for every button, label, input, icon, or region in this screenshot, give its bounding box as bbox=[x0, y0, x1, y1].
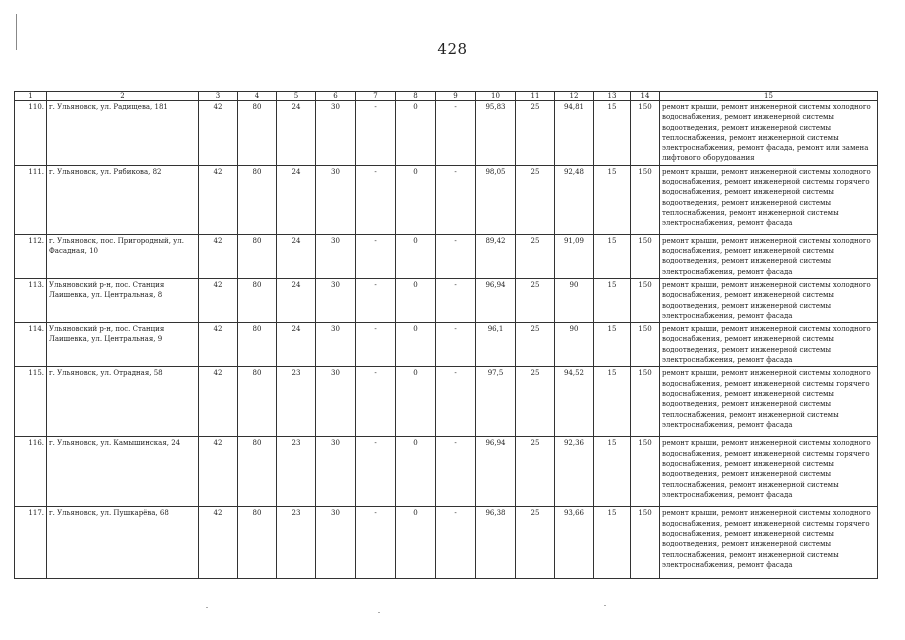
cell: 24 bbox=[277, 234, 316, 278]
scan-speck bbox=[378, 612, 380, 613]
cell: 42 bbox=[199, 323, 238, 367]
col-header-9: 9 bbox=[436, 92, 476, 101]
cell: 0 bbox=[396, 278, 436, 322]
cell: 0 bbox=[396, 234, 436, 278]
cell: - bbox=[436, 234, 476, 278]
cell: 92,36 bbox=[555, 437, 594, 507]
cell: 15 bbox=[594, 367, 631, 437]
col-header-2: 2 bbox=[47, 92, 199, 101]
row-number: 112. bbox=[15, 234, 47, 278]
cell: 42 bbox=[199, 437, 238, 507]
cell: 96,38 bbox=[476, 507, 516, 579]
cell: 96,94 bbox=[476, 278, 516, 322]
works-cell: ремонт крыши, ремонт инженерной системы холодного водоснабжения, ремонт инженерной системы водоотведения, ремонт инженерной системы электроснабжения, ремонт фасада bbox=[660, 323, 878, 367]
table-row bbox=[15, 507, 878, 579]
table-row bbox=[15, 367, 878, 437]
cell: 30 bbox=[316, 323, 356, 367]
address-cell: г. Ульяновск, ул. Радищева, 181 bbox=[47, 101, 199, 166]
cell: 96,1 bbox=[476, 323, 516, 367]
table-row bbox=[15, 234, 878, 278]
cell: 0 bbox=[396, 165, 436, 234]
cell: 150 bbox=[631, 367, 660, 437]
capital-repair-table bbox=[14, 91, 878, 579]
cell: 24 bbox=[277, 165, 316, 234]
row-number: 111. bbox=[15, 165, 47, 234]
works-cell: ремонт крыши, ремонт инженерной системы холодного водоснабжения, ремонт инженерной системы водоотведения, ремонт инженерной системы теплоснабжения, ремонт инженерной системы электроснабжения, ремонт фасада, ремонт или замена лифтового оборудования bbox=[660, 101, 878, 166]
cell: - bbox=[436, 437, 476, 507]
cell: 25 bbox=[516, 323, 555, 367]
col-header-12: 12 bbox=[555, 92, 594, 101]
cell: 30 bbox=[316, 165, 356, 234]
cell: 80 bbox=[238, 165, 277, 234]
cell: 150 bbox=[631, 165, 660, 234]
row-number: 115. bbox=[15, 367, 47, 437]
cell: 150 bbox=[631, 437, 660, 507]
col-header-5: 5 bbox=[277, 92, 316, 101]
row-number: 117. bbox=[15, 507, 47, 579]
cell: 15 bbox=[594, 437, 631, 507]
col-header-7: 7 bbox=[356, 92, 396, 101]
cell: 92,48 bbox=[555, 165, 594, 234]
col-header-10: 10 bbox=[476, 92, 516, 101]
cell: - bbox=[436, 101, 476, 166]
table-row bbox=[15, 437, 878, 507]
cell: 89,42 bbox=[476, 234, 516, 278]
cell: 150 bbox=[631, 323, 660, 367]
cell: 42 bbox=[199, 367, 238, 437]
cell: 15 bbox=[594, 101, 631, 166]
cell: 91,09 bbox=[555, 234, 594, 278]
cell: 42 bbox=[199, 507, 238, 579]
cell: 24 bbox=[277, 278, 316, 322]
cell: 15 bbox=[594, 507, 631, 579]
cell: 95,83 bbox=[476, 101, 516, 166]
scan-speck bbox=[604, 605, 606, 606]
cell: 80 bbox=[238, 234, 277, 278]
scan-speck bbox=[206, 607, 208, 608]
cell: 0 bbox=[396, 323, 436, 367]
cell: 94,52 bbox=[555, 367, 594, 437]
cell: 96,94 bbox=[476, 437, 516, 507]
cell: 42 bbox=[199, 101, 238, 166]
cell: 0 bbox=[396, 507, 436, 579]
header-row bbox=[15, 92, 878, 101]
cell: - bbox=[356, 165, 396, 234]
address-cell: г. Ульяновск, ул. Пушкарёва, 68 bbox=[47, 507, 199, 579]
address-cell: Ульяновский р-н, пос. Станция Лаишевка, ул. Центральная, 8 bbox=[47, 278, 199, 322]
col-header-13: 13 bbox=[594, 92, 631, 101]
col-header-11: 11 bbox=[516, 92, 555, 101]
cell: - bbox=[356, 278, 396, 322]
cell: 23 bbox=[277, 507, 316, 579]
address-cell: Ульяновский р-н, пос. Станция Лаишевка, ул. Центральная, 9 bbox=[47, 323, 199, 367]
cell: 150 bbox=[631, 101, 660, 166]
col-header-15: 15 bbox=[660, 92, 878, 101]
cell: 15 bbox=[594, 278, 631, 322]
works-cell: ремонт крыши, ремонт инженерной системы холодного водоснабжения, ремонт инженерной системы горячего водоснабжения, ремонт инженерной системы водоотведения, ремонт инженерной системы теплоснабжения, ремонт инженерной системы электроснабжения, ремонт фасада bbox=[660, 437, 878, 507]
works-cell: ремонт крыши, ремонт инженерной системы холодного водоснабжения, ремонт инженерной системы водоотведения, ремонт инженерной системы электроснабжения, ремонт фасада bbox=[660, 278, 878, 322]
cell: 24 bbox=[277, 323, 316, 367]
cell: 25 bbox=[516, 165, 555, 234]
cell: 80 bbox=[238, 278, 277, 322]
cell: - bbox=[436, 165, 476, 234]
cell: 90 bbox=[555, 278, 594, 322]
col-header-8: 8 bbox=[396, 92, 436, 101]
cell: 23 bbox=[277, 367, 316, 437]
cell: 93,66 bbox=[555, 507, 594, 579]
cell: 30 bbox=[316, 234, 356, 278]
row-number: 113. bbox=[15, 278, 47, 322]
cell: - bbox=[356, 323, 396, 367]
cell: 25 bbox=[516, 278, 555, 322]
cell: 30 bbox=[316, 437, 356, 507]
cell: 150 bbox=[631, 234, 660, 278]
col-header-6: 6 bbox=[316, 92, 356, 101]
col-header-4: 4 bbox=[238, 92, 277, 101]
cell: 30 bbox=[316, 367, 356, 437]
cell: - bbox=[356, 507, 396, 579]
cell: 0 bbox=[396, 101, 436, 166]
table-row bbox=[15, 323, 878, 367]
address-cell: г. Ульяновск, пос. Пригородный, ул. Фасадная, 10 bbox=[47, 234, 199, 278]
cell: - bbox=[356, 367, 396, 437]
cell: 80 bbox=[238, 367, 277, 437]
cell: 25 bbox=[516, 234, 555, 278]
cell: - bbox=[436, 507, 476, 579]
cell: 98,05 bbox=[476, 165, 516, 234]
cell: 97,5 bbox=[476, 367, 516, 437]
col-header-14: 14 bbox=[631, 92, 660, 101]
works-cell: ремонт крыши, ремонт инженерной системы холодного водоснабжения, ремонт инженерной системы горячего водоснабжения, ремонт инженерной системы водоотведения, ремонт инженерной системы теплоснабжения, ремонт инженерной системы электроснабжения, ремонт фасада bbox=[660, 165, 878, 234]
col-header-3: 3 bbox=[199, 92, 238, 101]
table-row bbox=[15, 278, 878, 322]
address-cell: г. Ульяновск, ул. Камышинская, 24 bbox=[47, 437, 199, 507]
cell: 80 bbox=[238, 507, 277, 579]
cell: - bbox=[436, 323, 476, 367]
row-number: 114. bbox=[15, 323, 47, 367]
row-number: 110. bbox=[15, 101, 47, 166]
cell: 150 bbox=[631, 507, 660, 579]
works-cell: ремонт крыши, ремонт инженерной системы холодного водоснабжения, ремонт инженерной системы горячего водоснабжения, ремонт инженерной системы водоотведения, ремонт инженерной системы теплоснабжения, ремонт инженерной системы электроснабжения, ремонт фасада bbox=[660, 507, 878, 579]
cell: 15 bbox=[594, 165, 631, 234]
address-cell: г. Ульяновск, ул. Рябикова, 82 bbox=[47, 165, 199, 234]
cell: 90 bbox=[555, 323, 594, 367]
works-cell: ремонт крыши, ремонт инженерной системы холодного водоснабжения, ремонт инженерной системы горячего водоснабжения, ремонт инженерной системы водоотведения, ремонт инженерной системы теплоснабжения, ремонт инженерной системы электроснабжения, ремонт фасада bbox=[660, 367, 878, 437]
cell: 25 bbox=[516, 101, 555, 166]
cell: 80 bbox=[238, 323, 277, 367]
cell: 42 bbox=[199, 165, 238, 234]
row-number: 116. bbox=[15, 437, 47, 507]
cell: - bbox=[436, 278, 476, 322]
cell: 15 bbox=[594, 323, 631, 367]
cell: 24 bbox=[277, 101, 316, 166]
cell: 30 bbox=[316, 278, 356, 322]
works-cell: ремонт крыши, ремонт инженерной системы холодного водоснабжения, ремонт инженерной системы водоотведения, ремонт инженерной системы электроснабжения, ремонт фасада bbox=[660, 234, 878, 278]
page-number: 428 bbox=[437, 40, 468, 58]
cell: 25 bbox=[516, 437, 555, 507]
cell: 150 bbox=[631, 278, 660, 322]
table-row bbox=[15, 165, 878, 234]
cell: - bbox=[436, 367, 476, 437]
cell: 94,81 bbox=[555, 101, 594, 166]
cell: 25 bbox=[516, 507, 555, 579]
col-header-1: 1 bbox=[15, 92, 47, 101]
cell: 15 bbox=[594, 234, 631, 278]
cell: 42 bbox=[199, 234, 238, 278]
cell: 80 bbox=[238, 437, 277, 507]
cell: - bbox=[356, 234, 396, 278]
cell: 23 bbox=[277, 437, 316, 507]
cell: 25 bbox=[516, 367, 555, 437]
cell: - bbox=[356, 101, 396, 166]
address-cell: г. Ульяновск, ул. Отрадная, 58 bbox=[47, 367, 199, 437]
cell: 0 bbox=[396, 367, 436, 437]
cell: 80 bbox=[238, 101, 277, 166]
table-row bbox=[15, 101, 878, 166]
cell: 42 bbox=[199, 278, 238, 322]
cell: 30 bbox=[316, 507, 356, 579]
cell: 30 bbox=[316, 101, 356, 166]
cell: - bbox=[356, 437, 396, 507]
cell: 0 bbox=[396, 437, 436, 507]
